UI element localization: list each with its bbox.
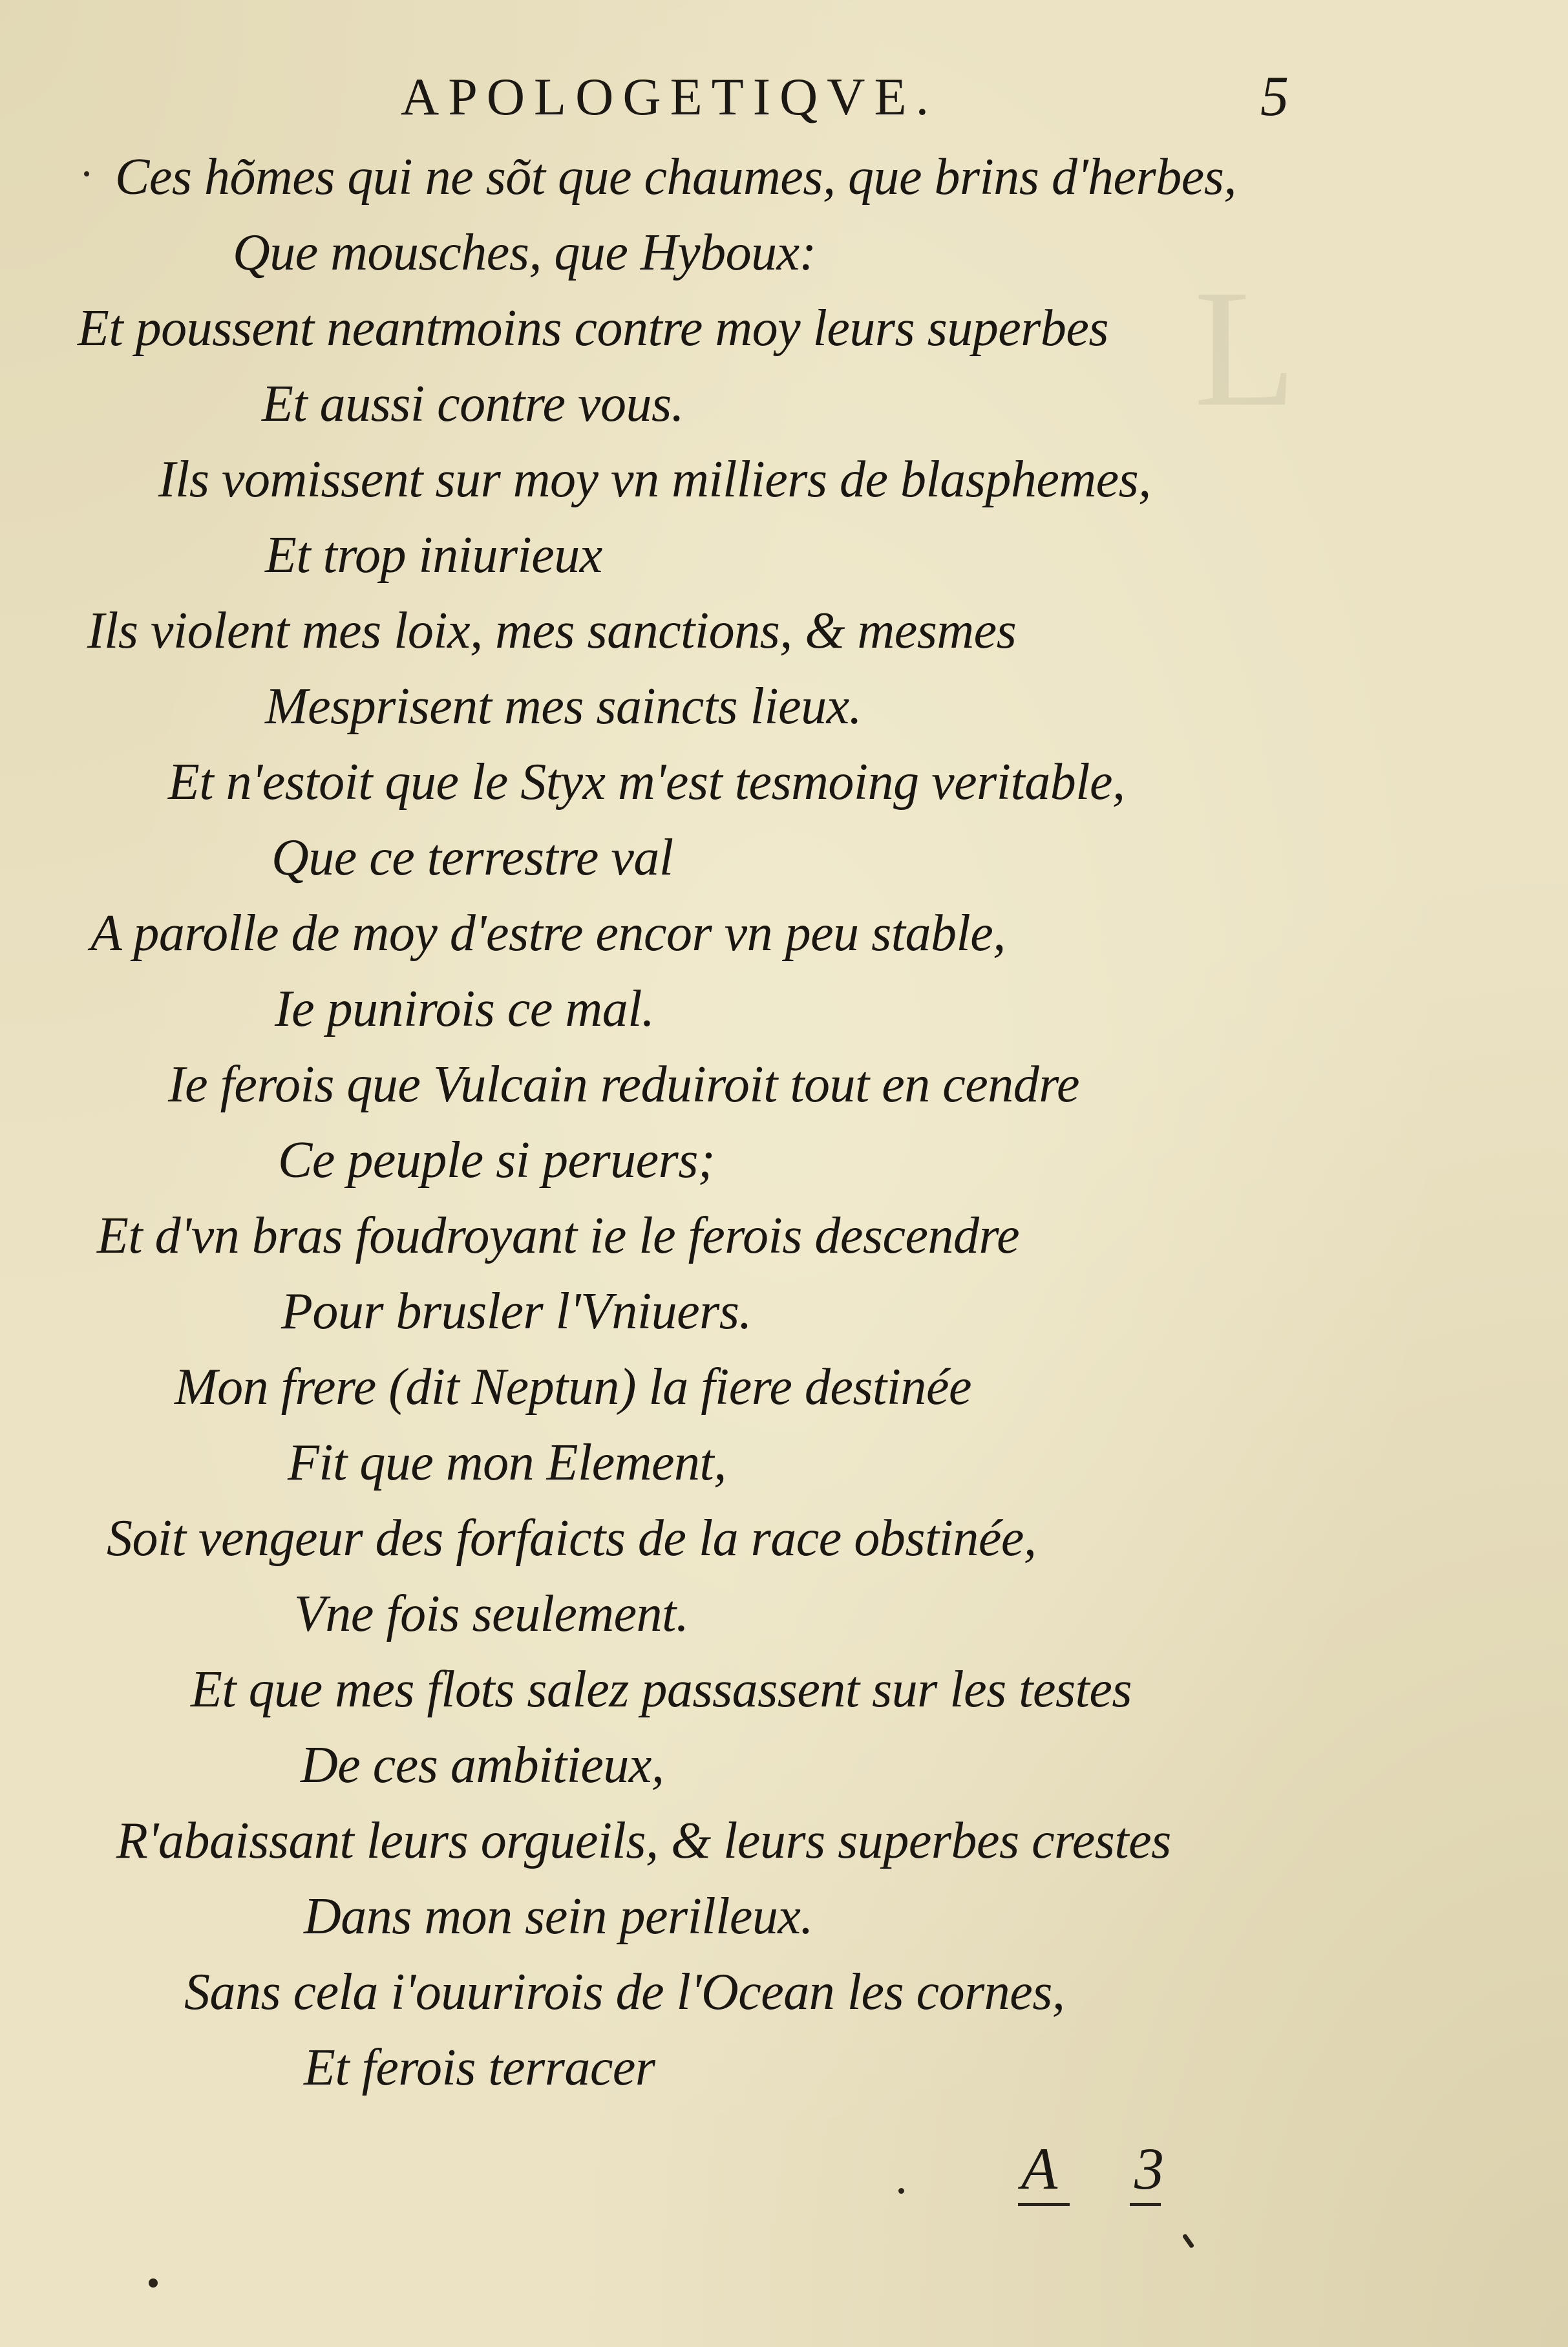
signature-mark	[1021, 2127, 1228, 2211]
verse-line: Que ce terrestre val	[271, 829, 673, 886]
verse-line: Soit vengeur des forfaicts de la race obstinée,	[107, 1510, 1037, 1567]
verse-line: Et trop iniurieux	[265, 527, 602, 584]
verse-line: Et d'vn bras foudroyant ie le ferois descendre	[97, 1207, 1020, 1264]
page-number: 5	[1260, 65, 1289, 128]
verse-line: Que mousches, que Hyboux:	[233, 224, 816, 281]
verse-line: Dans mon sein perilleux.	[304, 1888, 813, 1945]
verse-line: Et n'estoit que le Styx m'est tesmoing veritable,	[168, 754, 1125, 811]
signature-number: 3	[1134, 2136, 1164, 2202]
signature-rule	[1018, 2203, 1070, 2206]
verse-line: Et que mes flots salez passassent sur les testes	[191, 1661, 1132, 1718]
ink-speck	[84, 171, 89, 176]
signature-letter: A	[1021, 2136, 1058, 2202]
verse-line: R'abaissant leurs orgueils, & leurs superbes crestes	[116, 1812, 1171, 1869]
verse-line: Mon frere (dit Neptun) la fiere destinée	[175, 1359, 972, 1416]
verse-line: A parolle de moy d'estre encor vn peu stable,	[90, 905, 1006, 962]
ink-speck	[149, 2278, 158, 2288]
running-head-title: APOLOGETIQVE.	[401, 67, 938, 126]
verse-line: Ce peuple si peruers;	[278, 1132, 715, 1189]
verse-line: Mesprisent mes saincts lieux.	[265, 678, 862, 735]
verse-line: Ces hõmes qui ne sõt que chaumes, que brins d'herbes,	[115, 149, 1236, 206]
verse-line: Sans cela i'ouurirois de l'Ocean les cornes,	[184, 1964, 1065, 2021]
verse-line: Et ferois terracer	[304, 2039, 655, 2096]
verse-line: Vne fois seulement.	[294, 1586, 689, 1642]
signature-rule	[1130, 2203, 1161, 2206]
verse-line: Pour brusler l'Vniuers.	[281, 1283, 752, 1340]
verse-line: Et aussi contre vous.	[262, 376, 684, 432]
show-through-letter: L	[1194, 255, 1297, 441]
verse-line: Et poussent neantmoins contre moy leurs superbes	[78, 300, 1109, 357]
verse-line: Ie punirois ce mal.	[275, 981, 655, 1037]
verse-line: Fit que mon Element,	[288, 1434, 726, 1491]
running-head	[0, 61, 1568, 133]
verse-line: Ie ferois que Vulcain reduiroit tout en cendre	[168, 1056, 1079, 1113]
ink-speck	[1182, 2233, 1195, 2249]
verse-line: Ils vomissent sur moy vn milliers de blasphemes,	[158, 451, 1151, 508]
verse-line: De ces ambitieux,	[301, 1737, 664, 1794]
ink-speck	[898, 2188, 904, 2194]
verse-line: Ils violent mes loix, mes sanctions, & mesmes	[87, 602, 1017, 659]
